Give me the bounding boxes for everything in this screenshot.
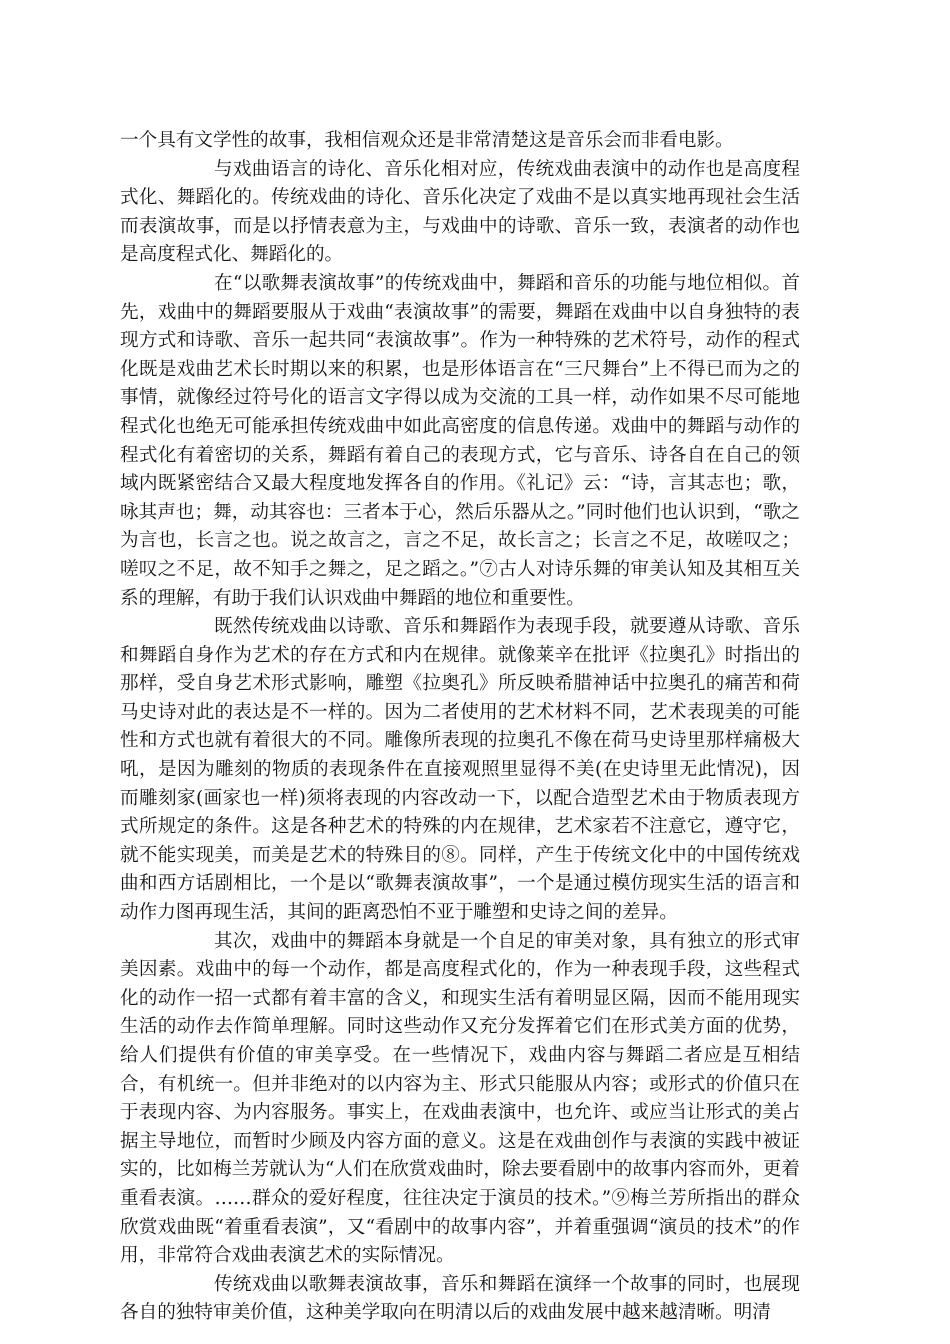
paragraph-6: 传统戏曲以歌舞表演故事，音乐和舞蹈在演绎一个故事的同时，也展现各自的独特审美价值，这种美学取向在明清以后的戏曲发展中越来越清晰。明清	[120, 1273, 800, 1324]
paragraph-3: 在“以歌舞表演故事”的传统戏曲中，舞蹈和音乐的功能与地位相似。首先，戏曲中的舞蹈要服从于戏曲“表演故事”的需要，舞蹈在戏曲中以自身独特的表现方式和诗歌、音乐一起共同“表演故事”。作为一种特殊的艺术符号，动作的程式化既是戏曲艺术长时期以来的积累，也是形体语言在“三尺舞台”上不得已而为之的事情，就像经过符号化的语言文字得以成为交流的工具一样，动作如果不尽可能地程式化也绝无可能承担传统戏曲中如此高密度的信息传递。戏曲中的舞蹈与动作的程式化有着密切的关系，舞蹈有着自己的表现方式，它与音乐、诗各自在自己的领域内既紧密结合又最大程度地发挥各自的作用。《礼记》云：“诗，言其志也；歌，咏其声也；舞，动其容也：三者本于心，然后乐器从之。”同时他们也认识到，“歌之为言也，长言之也。说之故言之，言之不足，故长言之；长言之不足，故嗟叹之；嗟叹之不足，故不知手之舞之，足之蹈之。”⑦古人对诗乐舞的审美认知及其相互关系的理解，有助于我们认识戏曲中舞蹈的地位和重要性。	[120, 272, 800, 609]
body-text	[120, 127, 800, 1328]
paragraph-2: 与戏曲语言的诗化、音乐化相对应，传统戏曲表演中的动作也是高度程式化、舞蹈化的。传统戏曲的诗化、音乐化决定了戏曲不是以真实地再现社会生活而表演故事，而是以抒情表意为主，与戏曲中的诗歌、音乐一致，表演者的动作也是高度程式化、舞蹈化的。	[120, 158, 800, 266]
paragraph-5: 其次，戏曲中的舞蹈本身就是一个自足的审美对象，具有独立的形式审美因素。戏曲中的每一个动作，都是高度程式化的，作为一种表现手段，这些程式化的动作一招一式都有着丰富的含义，和现实生活有着明显区隔，因而不能用现实生活的动作去作简单理解。同时这些动作又充分发挥着它们在形式美方面的优势，给人们提供有价值的审美享受。在一些情况下，戏曲内容与舞蹈二者应是互相结合，有机统一。但并非绝对的以内容为主、形式只能服从内容；或形式的价值只在于表现内容、为内容服务。事实上，在戏曲表演中，也允许、或应当让形式的美占据主导地位，而暂时少顾及内容方面的意义。这是在戏曲创作与表演的实践中被证实的，比如梅兰芳就认为“人们在欣赏戏曲时，除去要看剧中的故事内容而外，更着重看表演。……群众的爱好程度，往往决定于演员的技术。”⑨梅兰芳所指出的群众欣赏戏曲既“着重看表演”，又“看剧中的故事内容”，并着重强调“演员的技术”的作用，非常符合戏曲表演艺术的实际情况。	[120, 930, 800, 1267]
paragraph-1: 一个具有文学性的故事，我相信观众还是非常清楚这是音乐会而非看电影。	[120, 130, 734, 151]
paragraph-4: 既然传统戏曲以诗歌、音乐和舞蹈作为表现手段，就要遵从诗歌、音乐和舞蹈自身作为艺术的存在方式和内在规律。就像莱辛在批评《拉奥孔》时指出的那样，受自身艺术形式影响，雕塑《拉奥孔》所反映希腊神话中拉奥孔的痛苦和荷马史诗对此的表达是不一样的。因为二者使用的艺术材料不同，艺术表现美的可能性和方式也就有着很大的不同。雕像所表现的拉奥孔不像在荷马史诗里那样痛极大吼，是因为雕刻的物质的表现条件在直接观照里显得不美(在史诗里无此情况)，因而雕刻家(画家也一样)须将表现的内容改动一下，以配合造型艺术由于物质表现方式所规定的条件。这是各种艺术的特殊的内在规律，艺术家若不注意它，遵守它，就不能实现美，而美是艺术的特殊目的⑧。同样，产生于传统文化中的中国传统戏曲和西方话剧相比，一个是以“歌舞表演故事”，一个是通过模仿现实生活的语言和动作力图再现生活，其间的距离恐怕不亚于雕塑和史诗之间的差异。	[120, 616, 800, 924]
